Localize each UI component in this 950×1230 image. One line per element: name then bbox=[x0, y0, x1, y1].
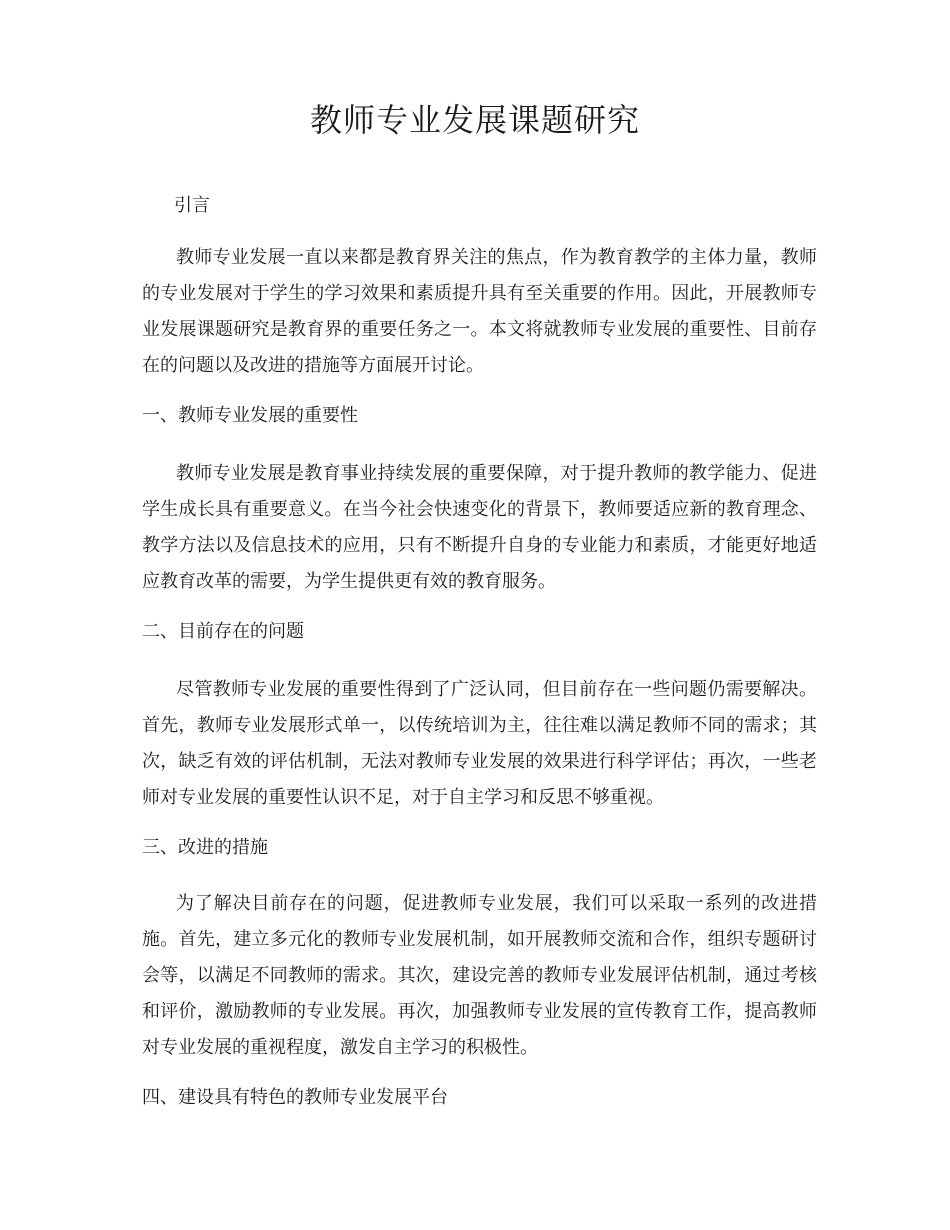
document-title: 教师专业发展课题研究 bbox=[309, 101, 640, 139]
section-paragraph-measures: 为了解决目前存在的问题，促进教师专业发展，我们可以采取一系列的改进措施。首先，建立多元化的教师专业发展机制，如开展教师交流和合作，组织专题研讨会等，以满足不同教师的需求。其次，建设完善的教师专业发展评估机制，通过考核和评价，激励教师的专业发展。再次，加强教师专业发展的宣传教育工作，提高教师对专业发展的重视程度，激发自主学习的积极性。 bbox=[142, 893, 817, 1058]
section-paragraph-importance: 教师专业发展是教育事业持续发展的重要保障，对于提升教师的教学能力、促进学生成长具有重要意义。在当今社会快速变化的背景下，教师要适应新的教育理念、教学方法以及信息技术的应用，只有不断提升自身的专业能力和素质，才能更好地适应教育改革的需要，为学生提供更有效的教育服务。 bbox=[142, 463, 817, 592]
intro-paragraph: 教师专业发展一直以来都是教育界关注的焦点，作为教育教学的主体力量，教师的专业发展对于学生的学习效果和素质提升具有至关重要的作用。因此，开展教师专业发展课题研究是教育界的重要任务之一。本文将就教师专业发展的重要性、目前存在的问题以及改进的措施等方面展开讨论。 bbox=[142, 247, 817, 376]
section-heading-importance: 一、教师专业发展的重要性 bbox=[142, 405, 358, 426]
section-paragraph-problems: 尽管教师专业发展的重要性得到了广泛认同，但目前存在一些问题仍需要解决。首先，教师专业发展形式单一，以传统培训为主，往往难以满足教师不同的需求；其次，缺乏有效的评估机制，无法对教师专业发展的效果进行科学评估；再次，一些老师对专业发展的重要性认识不足，对于自主学习和反思不够重视。 bbox=[142, 679, 817, 808]
intro-label: 引言 bbox=[174, 195, 210, 216]
section-heading-platform: 四、建设具有特色的教师专业发展平台 bbox=[142, 1087, 448, 1108]
section-heading-measures: 三、改进的措施 bbox=[142, 837, 268, 858]
section-heading-problems: 二、目前存在的问题 bbox=[142, 621, 304, 642]
